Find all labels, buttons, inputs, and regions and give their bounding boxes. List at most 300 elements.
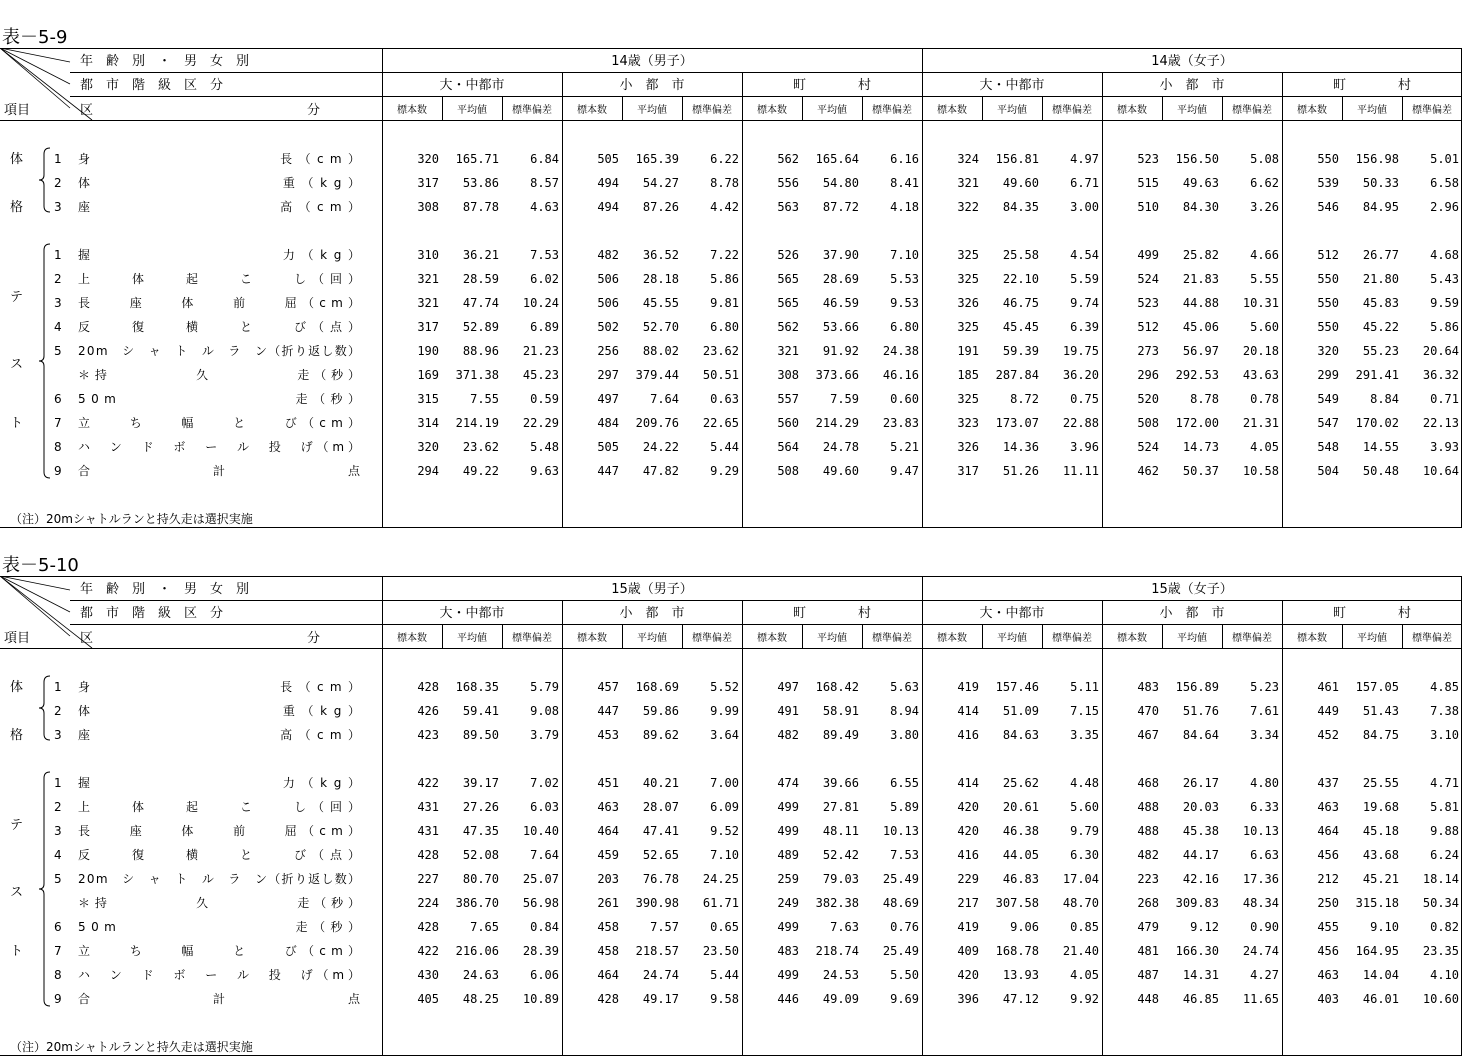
table-cell: 3.64 [710,728,739,742]
table-cell: 6.62 [1250,176,1279,190]
table-cell: 5.43 [1430,272,1459,286]
table-cell: 24.25 [702,872,739,886]
table-cell: 10.13 [882,824,919,838]
table-cell: 169 [417,368,439,382]
table-cell: 5.55 [1250,272,1279,286]
header-stat: 平均値 [1357,105,1387,116]
header-stat: 標本数 [577,633,607,644]
table-cell: 88.96 [462,344,499,358]
item-number: 7 [54,416,62,430]
table-cell: 325 [957,248,979,262]
group-label-test: ト [10,416,24,431]
table-cell: 46.83 [1002,872,1039,886]
table-cell: 22.65 [702,416,739,430]
table-cell: 223 [1137,872,1159,886]
table-cell: 455 [1317,920,1339,934]
table-cell: 259 [777,872,799,886]
table-cell: 9.08 [530,704,559,718]
table-cell: 7.65 [470,920,499,934]
table-cell: 563 [777,200,799,214]
table-cell: 292.53 [1175,368,1219,382]
table-cell: 42.16 [1182,872,1219,886]
item-name: 身 長（cm） [78,152,360,166]
item-name: ハ ン ド ボ ー ル 投 げ（m） [78,968,360,982]
table-cell: 287.84 [995,368,1039,382]
table-cell: 489 [777,848,799,862]
table-cell: 44.17 [1182,848,1219,862]
table-cell: 168.35 [455,680,499,694]
table-cell: 24.78 [822,440,859,454]
grid-line [0,48,70,84]
table-cell: 5.89 [890,800,919,814]
item-number: 3 [54,200,62,214]
table-cell: 170.02 [1355,416,1399,430]
table-cell: 317 [417,176,439,190]
table-cell: 229 [957,872,979,886]
item-name: ＊持 久 走（秒） [78,368,360,382]
table-cell: 21.40 [1062,944,1099,958]
table-cell: 7.02 [530,776,559,790]
table-cell: 25.49 [882,872,919,886]
table-cell: 297 [597,368,619,382]
table-cell: 5.86 [1430,320,1459,334]
table-cell: 7.64 [530,848,559,862]
table-cell: 324 [957,152,979,166]
table-cell: 165.71 [455,152,499,166]
table-cell: 46.16 [882,368,919,382]
item-name: 20m シ ャ ト ル ラ ン（折り返し数） [78,344,360,358]
header-stat: 標準偏差 [1232,633,1272,644]
table-cell: 212 [1317,872,1339,886]
table-cell: 6.55 [890,776,919,790]
table-cell: 414 [957,704,979,718]
table-cell: 8.78 [1190,392,1219,406]
table-cell: 156.98 [1355,152,1399,166]
table-cell: 6.24 [1430,848,1459,862]
table-cell: 261 [597,896,619,910]
table-cell: 52.70 [642,320,679,334]
table-cell: 7.10 [710,848,739,862]
table-cell: 458 [597,944,619,958]
table-cell: 166.30 [1175,944,1219,958]
table-cell: 7.53 [890,848,919,862]
table-cell: 54.80 [822,176,859,190]
table-cell: 50.48 [1362,464,1399,478]
table-cell: 6.63 [1250,848,1279,862]
table-cell: 437 [1317,776,1339,790]
table-cell: 45.23 [522,368,559,382]
table-cell: 430 [417,968,439,982]
table-cell: 456 [1317,848,1339,862]
table-cell: 47.74 [462,296,499,310]
table-cell: 10.31 [1242,296,1279,310]
data-table [0,48,1463,528]
table-cell: 4.80 [1250,776,1279,790]
header-male: 14歳（男子） [611,54,693,69]
table-title: 表－5-10 [2,555,79,576]
table-cell: 464 [597,824,619,838]
table-cell: 428 [417,848,439,862]
table-cell: 5.50 [890,968,919,982]
grid-line [0,48,70,108]
table-cell: 49.60 [1002,176,1039,190]
table-cell: 491 [777,704,799,718]
table-cell: 10.60 [1422,992,1459,1006]
table-cell: 299 [1317,368,1339,382]
table-cell: 9.99 [710,704,739,718]
table-cell: 307.58 [995,896,1039,910]
table-cell: 6.03 [530,800,559,814]
table-cell: 47.82 [642,464,679,478]
table-cell: 46.59 [822,296,859,310]
table-cell: 43.68 [1362,848,1399,862]
table-cell: 506 [597,272,619,286]
table-cell: 326 [957,440,979,454]
header-stat: 標本数 [757,633,787,644]
table-cell: 10.40 [522,824,559,838]
table-cell: 474 [777,776,799,790]
item-name: 握 力（kg） [78,776,360,790]
table-cell: 14.55 [1362,440,1399,454]
table-cell: 431 [417,824,439,838]
item-number: 2 [54,272,62,286]
table-cell: 4.48 [1070,776,1099,790]
table-cell: 44.88 [1182,296,1219,310]
test-brace [39,772,50,1006]
table-cell: 409 [957,944,979,958]
header-city: 町 村 [1332,78,1412,93]
table-cell: 24.38 [882,344,919,358]
table-cell: 168.42 [815,680,859,694]
table-cell: 6.58 [1430,176,1459,190]
table-cell: 48.25 [462,992,499,1006]
table-cell: 419 [957,680,979,694]
header-stat: 標準偏差 [692,633,732,644]
table-cell: 21.80 [1362,272,1399,286]
table-cell: 76.78 [642,872,679,886]
data-table [0,576,1463,1056]
table-cell: 217 [957,896,979,910]
header-city: 町 村 [1332,606,1412,621]
header-stat: 標準偏差 [1052,633,1092,644]
grid-line [0,576,70,612]
table-cell: 325 [957,392,979,406]
table-cell: 4.97 [1070,152,1099,166]
table-cell: 23.35 [1422,944,1459,958]
header-stat: 標本数 [397,633,427,644]
table-cell: 320 [417,440,439,454]
table-cell: 5.21 [890,440,919,454]
table-cell: 499 [777,920,799,934]
table-cell: 51.09 [1002,704,1039,718]
table-cell: 5.53 [890,272,919,286]
group-label-test: テ [10,818,24,833]
table-cell: 273 [1137,344,1159,358]
header-item-label: 項目 [4,103,31,118]
table-cell: 548 [1317,440,1339,454]
table-cell: 50.34 [1422,896,1459,910]
table-cell: 50.33 [1362,176,1399,190]
table-cell: 47.12 [1002,992,1039,1006]
item-name: 上 体 起 こ し（回） [78,272,360,286]
table-cell: 218.74 [815,944,859,958]
table-cell: 20.64 [1422,344,1459,358]
table-cell: 40.21 [642,776,679,790]
table-cell: 22.88 [1062,416,1099,430]
table-cell: 80.70 [462,872,499,886]
table-cell: 504 [1317,464,1339,478]
item-name: 50m 走（秒） [78,920,360,934]
header-stat: 標準偏差 [872,633,912,644]
table-cell: 157.05 [1355,680,1399,694]
table-cell: 386.70 [455,896,499,910]
table-cell: 8.72 [1010,392,1039,406]
table-cell: 291.41 [1355,368,1399,382]
table-cell: 173.07 [995,416,1039,430]
table-cell: 428 [417,920,439,934]
table-cell: 0.65 [710,920,739,934]
table-cell: 7.59 [830,392,859,406]
table-cell: 17.36 [1242,872,1279,886]
table-cell: 7.55 [470,392,499,406]
table-cell: 165.39 [635,152,679,166]
table-cell: 419 [957,920,979,934]
table-cell: 52.08 [462,848,499,862]
table-cell: 464 [1317,824,1339,838]
table-cell: 320 [417,152,439,166]
table-cell: 49.60 [822,464,859,478]
item-number: 4 [54,848,62,862]
table-cell: 87.78 [462,200,499,214]
table-cell: 5.01 [1430,152,1459,166]
table-cell: 28.07 [642,800,679,814]
table-cell: 6.02 [530,272,559,286]
header-stat: 平均値 [1357,633,1387,644]
table-cell: 9.52 [710,824,739,838]
table-cell: 3.35 [1070,728,1099,742]
table-cell: 45.45 [1002,320,1039,334]
item-name: 立 ち 幅 と び（cm） [78,416,360,430]
table-cell: 396 [957,992,979,1006]
table-cell: 14.04 [1362,968,1399,982]
table-cell: 9.81 [710,296,739,310]
item-number: 5 [54,344,62,358]
table-cell: 46.01 [1362,992,1399,1006]
header-stat: 標本数 [1297,633,1327,644]
item-number: 2 [54,176,62,190]
table-cell: 321 [417,272,439,286]
table-cell: 61.71 [702,896,739,910]
item-number: 8 [54,440,62,454]
table-cell: 320 [1317,344,1339,358]
table-cell: 499 [777,968,799,982]
table-cell: 0.85 [1070,920,1099,934]
table-cell: 50.37 [1182,464,1219,478]
table-cell: 89.49 [822,728,859,742]
item-number: 9 [54,464,62,478]
table-cell: 10.24 [522,296,559,310]
table-cell: 23.62 [462,440,499,454]
table-cell: 0.60 [890,392,919,406]
table-cell: 2.96 [1430,200,1459,214]
table-cell: 52.42 [822,848,859,862]
table-cell: 423 [417,728,439,742]
table-cell: 44.05 [1002,848,1039,862]
table-cell: 428 [417,680,439,694]
table-cell: 9.06 [1010,920,1039,934]
table-cell: 499 [777,800,799,814]
header-stat: 平均値 [457,105,487,116]
table-cell: 36.20 [1062,368,1099,382]
table-cell: 549 [1317,392,1339,406]
table-cell: 19.75 [1062,344,1099,358]
table-cell: 21.23 [522,344,559,358]
table-cell: 52.65 [642,848,679,862]
table-cell: 502 [597,320,619,334]
table-cell: 296 [1137,368,1159,382]
table-cell: 308 [777,368,799,382]
table-cell: 420 [957,968,979,982]
table-cell: 488 [1137,800,1159,814]
table-cell: 214.19 [455,416,499,430]
header-male: 15歳（男子） [611,582,693,597]
item-name: 上 体 起 こ し（回） [78,800,360,814]
table-cell: 156.81 [995,152,1039,166]
table-cell: 453 [597,728,619,742]
header-stat: 平均値 [997,633,1027,644]
table-cell: 4.71 [1430,776,1459,790]
table-cell: 5.48 [530,440,559,454]
header-stat: 平均値 [457,633,487,644]
header-stat: 平均値 [817,633,847,644]
table-cell: 7.00 [710,776,739,790]
table-cell: 550 [1317,320,1339,334]
header-city: 大・中都市 [979,78,1045,93]
item-name: 体 重（kg） [78,704,360,718]
table-cell: 7.15 [1070,704,1099,718]
table-cell: 28.18 [642,272,679,286]
header-city: 小 都 市 [619,78,685,93]
table-cell: 47.41 [642,824,679,838]
table-cell: 48.70 [1062,896,1099,910]
table-cell: 446 [777,992,799,1006]
table-cell: 4.85 [1430,680,1459,694]
table-cell: 24.74 [642,968,679,982]
table-cell: 382.38 [815,896,859,910]
item-name: ハ ン ド ボ ー ル 投 げ（m） [78,440,360,454]
table-cell: 479 [1137,920,1159,934]
item-name: 座 高（cm） [78,728,360,742]
table-cell: 310 [417,248,439,262]
table-cell: 403 [1317,992,1339,1006]
table-cell: 457 [597,680,619,694]
table-cell: 550 [1317,296,1339,310]
table-cell: 9.63 [530,464,559,478]
table-cell: 13.93 [1002,968,1039,982]
table-cell: 84.35 [1002,200,1039,214]
table-cell: 165.64 [815,152,859,166]
table-cell: 4.10 [1430,968,1459,982]
header-stat: 標準偏差 [512,633,552,644]
table-cell: 463 [1317,800,1339,814]
table-cell: 10.13 [1242,824,1279,838]
header-stat: 標本数 [1117,105,1147,116]
table-cell: 321 [957,176,979,190]
table-cell: 371.38 [455,368,499,382]
table-cell: 565 [777,296,799,310]
table-cell: 7.38 [1430,704,1459,718]
table-cell: 294 [417,464,439,478]
table-cell: 20.18 [1242,344,1279,358]
table-cell: 447 [597,464,619,478]
item-number: 6 [54,392,62,406]
table-cell: 463 [1317,968,1339,982]
table-cell: 25.58 [1002,248,1039,262]
table-cell: 39.17 [462,776,499,790]
header-stat: 標本数 [1297,105,1327,116]
table-cell: 5.52 [710,680,739,694]
table-cell: 3.80 [890,728,919,742]
table-cell: 4.54 [1070,248,1099,262]
table-cell: 164.95 [1355,944,1399,958]
table-cell: 43.63 [1242,368,1279,382]
table-cell: 5.44 [710,440,739,454]
header-stat: 標本数 [1117,633,1147,644]
table-cell: 84.30 [1182,200,1219,214]
table-cell: 373.66 [815,368,859,382]
table-cell: 308 [417,200,439,214]
table-cell: 458 [597,920,619,934]
table-cell: 6.84 [530,152,559,166]
header-stat: 標本数 [937,105,967,116]
table-cell: 48.11 [822,824,859,838]
table-cell: 45.38 [1182,824,1219,838]
table-cell: 0.84 [530,920,559,934]
table-cell: 3.00 [1070,200,1099,214]
table-cell: 505 [597,440,619,454]
table-cell: 26.17 [1182,776,1219,790]
header-stat: 標本数 [757,105,787,116]
header-stat: 平均値 [637,105,667,116]
table-cell: 508 [1137,416,1159,430]
header-city: 小 都 市 [1159,606,1225,621]
header-city: 町 村 [792,606,872,621]
table-cell: 51.76 [1182,704,1219,718]
table-cell: 6.80 [890,320,919,334]
table-cell: 14.73 [1182,440,1219,454]
item-name: 合 計 点 [78,464,360,478]
table-cell: 6.80 [710,320,739,334]
table-cell: 8.41 [890,176,919,190]
table-cell: 214.29 [815,416,859,430]
table-note: （注）20mシャトルランと持久走は選択実施 [10,512,253,526]
table-cell: 36.32 [1422,368,1459,382]
table-cell: 317 [417,320,439,334]
table-cell: 3.93 [1430,440,1459,454]
table-cell: 3.96 [1070,440,1099,454]
table-cell: 5.81 [1430,800,1459,814]
table-cell: 524 [1137,440,1159,454]
item-number: 6 [54,920,62,934]
item-name: 反 復 横 と び（点） [78,320,360,334]
table-cell: 556 [777,176,799,190]
table-cell: 190 [417,344,439,358]
table-cell: 84.75 [1362,728,1399,742]
table-cell: 23.50 [702,944,739,958]
header-stat: 標本数 [577,105,607,116]
table-cell: 565 [777,272,799,286]
table-cell: 5.23 [1250,680,1279,694]
